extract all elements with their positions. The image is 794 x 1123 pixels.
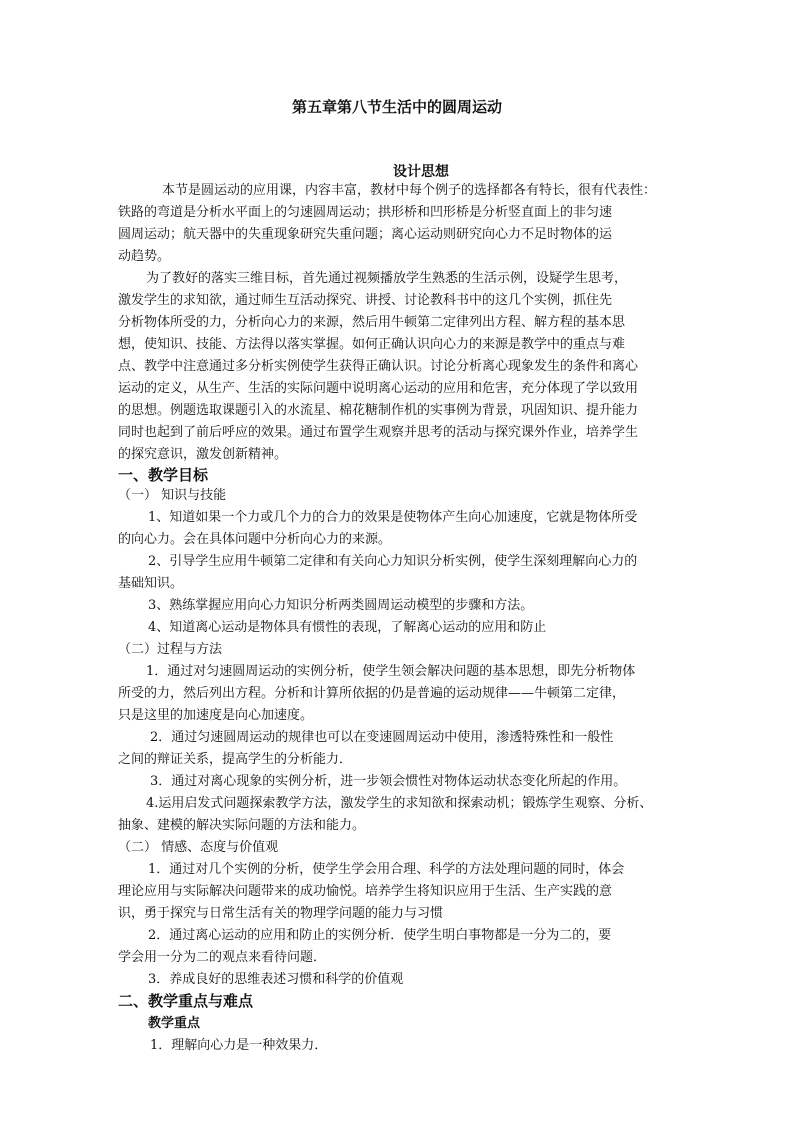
section-heading: 一、教学目标: [118, 466, 209, 484]
subsection-heading: 教学重点: [148, 1016, 201, 1031]
paragraph-line: 为了教好的落实三维目标，首先通过视频播放学生熟悉的生活示例，设疑学生思考，: [146, 271, 628, 286]
list-item: 2．通过离心运动的应用和防止的实例分析．使学生明白事物都是一分为二的，要: [148, 928, 612, 943]
list-item: 1．理解向心力是一种效果力．: [150, 1038, 328, 1053]
subsection-heading: （二） 情感、态度与价值观: [118, 840, 279, 855]
list-item: 1．通过对匀速圆周运动的实例分析，使学生领会解决问题的基本思想，即先分析物体: [146, 664, 636, 679]
list-item: 4、知道离心运动是物体具有惯性的表现，了解离心运动的应用和防止: [148, 620, 547, 635]
list-item: 3、熟练掌握应用向心力知识分析两类圆周运动模型的步骤和方法。: [148, 598, 534, 613]
paragraph-line: 圆周运动；航天器中的失重现象研究失重问题；离心运动则研究向心力不足时物体的运: [118, 227, 613, 242]
paragraph-line: 运动的定义，从生产、生活的实际问题中说明离心运动的应用和危害，充分体现了学以致用: [118, 381, 639, 396]
list-item: 2．通过匀速圆周运动的规律也可以在变速圆周运动中使用，渗透特殊性和一般性: [150, 730, 614, 745]
list-item-continuation: 基础知识。: [118, 576, 184, 591]
paragraph-line: 点、教学中注意通过多分析实例使学生获得正确认识。讨论分析离心现象发生的条件和离心: [118, 359, 639, 374]
list-item: 4.运用启发式问题探索教学方法，激发学生的求知欲和探索动机；锻炼学生观察、分析、: [146, 796, 653, 811]
list-item-continuation: 学会用一分为二的观点来看待问题．: [118, 950, 327, 965]
paragraph-line: 想，使知识、技能、方法得以落实掌握。如何正确认识向心力的来源是教学中的重点与难: [118, 337, 626, 352]
paragraph-line: 本节是圆运动的应用课，内容丰富，教材中每个例子的选择都各有特长，很有代表性：: [162, 183, 657, 198]
section-subtitle: 设计思想: [393, 164, 449, 180]
list-item-continuation: 之间的辩证关系，提高学生的分析能力．: [118, 752, 353, 767]
list-item: 1、知道如果一个力或几个力的合力的效果是使物体产生向心加速度，它就是物体所受: [148, 510, 638, 525]
subsection-heading: （二）过程与方法: [118, 642, 223, 657]
list-item-continuation: 识，勇于探究与日常生活有关的物理学问题的能力与习惯: [118, 906, 444, 921]
list-item-continuation: 的向心力。会在具体问题中分析向心力的来源。: [118, 532, 392, 547]
list-item: 1．通过对几个实例的分析，使学生学会用合理、科学的方法处理问题的同时，体会: [148, 862, 625, 877]
paragraph-line: 的思想。例题选取课题引入的水流星、棉花糖制作机的实事例为背景，巩固知识、提升能力: [118, 403, 639, 418]
paragraph-line: 铁路的弯道是分析水平面上的匀速圆周运动；拱形桥和凹形桥是分析竖直面上的非匀速: [118, 205, 613, 220]
list-item-continuation: 理论应用与实际解决问题带来的成功愉悦。培养学生将知识应用于生活、生产实践的意: [118, 884, 613, 899]
paragraph-line: 动趋势。: [118, 249, 171, 264]
paragraph-line: 激发学生的求知欲，通过师生互活动探究、讲授、讨论教科书中的这几个实例，抓住先: [118, 293, 613, 308]
document-title: 第五章第八节生活中的圆周运动: [291, 98, 502, 116]
list-item-continuation: 所受的力，然后列出方程。分析和计算所依据的仍是普遍的运动规律——牛顿第二定律，: [118, 686, 626, 701]
paragraph-line: 同时也起到了前后呼应的效果。通过布置学生观察并思考的活动与探究课外作业，培养学生: [118, 425, 639, 440]
paragraph-line: 的探究意识，激发创新精神。: [118, 447, 288, 462]
paragraph-line: 分析物体所受的力，分析向心力的来源，然后用牛顿第二定律列出方程、解方程的基本思: [118, 315, 626, 330]
list-item: 3．养成良好的思维表述习惯和科学的价值观: [148, 972, 404, 987]
list-item: 2、引导学生应用牛顿第二定律和有关向心力知识分析实例，使学生深刻理解向心力的: [148, 554, 638, 569]
section-heading: 二、教学重点与难点: [118, 992, 254, 1010]
list-item: 3．通过对离心现象的实例分析，进一步领会惯性对物体运动状态变化所起的作用。: [150, 774, 627, 789]
list-item-continuation: 抽象、建模的解决实际问题的方法和能力。: [118, 818, 366, 833]
subsection-heading: （一） 知识与技能: [118, 488, 227, 503]
list-item-continuation: 只是这里的加速度是向心加速度。: [118, 708, 314, 723]
